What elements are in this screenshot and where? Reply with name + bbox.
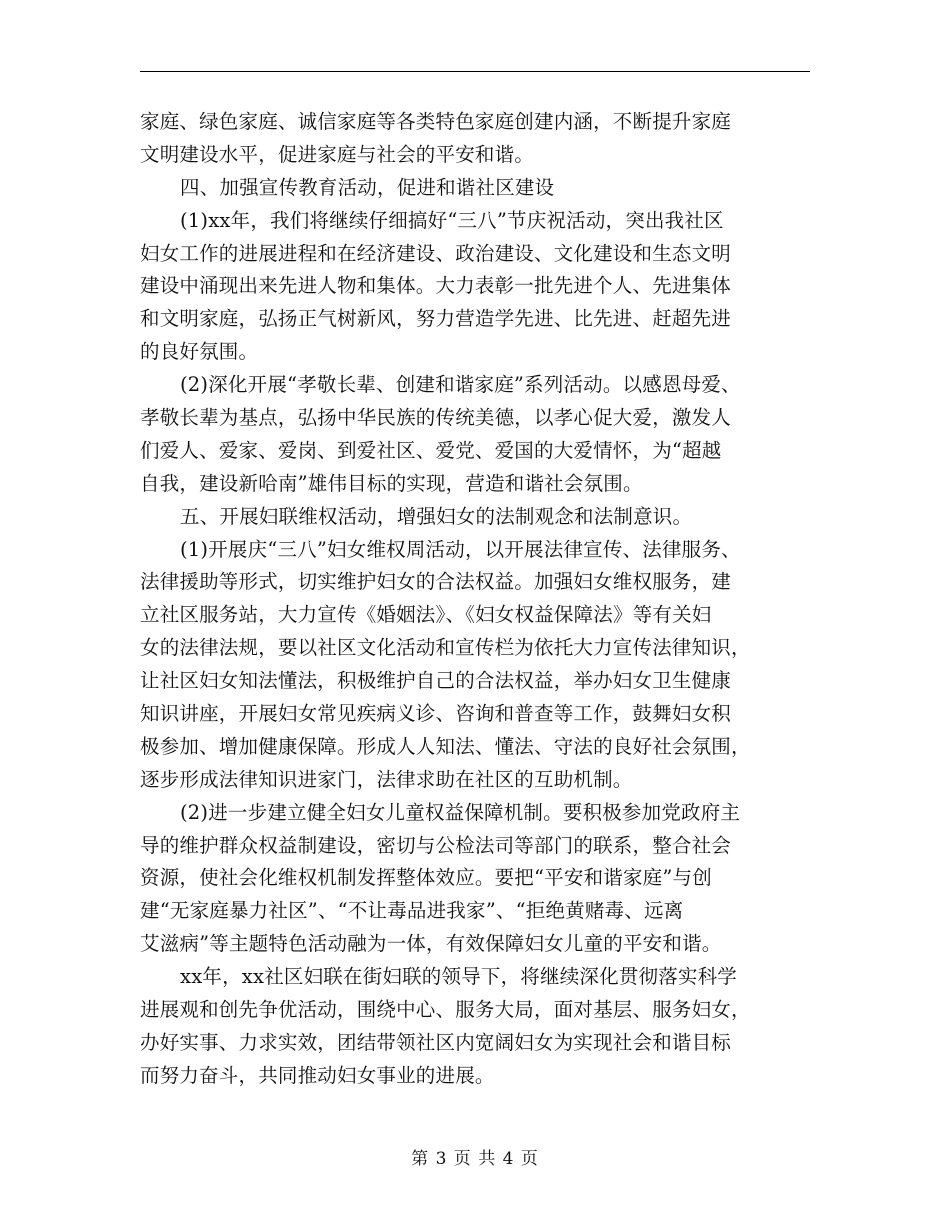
text-line: 逐步形成法律知识进家门，法律求助在社区的互助机制。 [140,767,633,791]
text-line: 家庭、绿色家庭、诚信家庭等各类特色家庭创建内涵，不断提升家庭 [140,110,732,133]
text-line: 让社区妇女知法懂法，积极维护自己的合法权益，举办妇女卫生健康 [140,669,732,693]
text-line: 建设中涌现出来先进人物和集体。大力表彰一批先进个人、先进集体 [140,274,732,298]
text-line: 进展观和创先争优活动，围绕中心、服务大局，面对基层、服务妇女， [140,998,751,1022]
text-line: 导的维护群众权益制建设，密切与公检法司等部门的联系，整合社会 [140,833,732,857]
text-line: 而努力奋斗，共同推动妇女事业的进展。 [140,1063,495,1087]
text-line: 办好实事、力求实效，团结带领社区内宽阔妇女为实现社会和谐目标 [140,1030,732,1054]
text-line: 立社区服务站，大力宣传《婚姻法》、《妇女权益保障法》等有关妇 [140,603,712,627]
text-line: 四、加强宣传教育活动，促进和谐社区建设 [180,175,555,199]
text-line: 极参加、增加健康保障。形成人人知法、懂法、守法的良好社会氛围， [140,734,751,758]
text-line: 五、开展妇联维权活动，增强妇女的法制观念和法制意识。 [180,504,693,528]
text-line: 法律援助等形式，切实维护妇女的合法权益。加强妇女维权服务，建 [140,570,732,594]
text-line: 女的法律法规，要以社区文化活动和宣传栏为依托大力宣传法律知识， [140,636,751,660]
text-line: 知识讲座，开展妇女常见疾病义诊、咨询和普查等工作，鼓舞妇女积 [140,702,732,726]
page-number-footer: 第 3 页 共 4 页 [411,1149,539,1169]
text-line: 们爱人、爱家、爱岗、到爱社区、爱党、爱国的大爱情怀，为“超越 [140,438,722,462]
text-line: 文明建设水平，促进家庭与社会的平安和谐。 [140,142,535,166]
document-body [140,106,820,1093]
text-line: (1)xx年，我们将继续仔细搞好“三八”节庆祝活动，突出我社区 [180,208,724,232]
text-line: 的良好氛围。 [140,340,259,364]
text-line: 艾滋病”等主题特色活动融为一体，有效保障妇女儿童的平安和谐。 [140,932,722,956]
text-line: 和文明家庭，弘扬正气树新风，努力营造学先进、比先进、赶超先进 [140,307,732,331]
text-line: 资源，使社会化维权机制发挥整体效应。要把“平安和谐家庭”与创 [140,866,712,890]
text-line: 妇女工作的进展进程和在经济建设、政治建设、文化建设和生态文明 [140,241,732,265]
text-line: 建“无家庭暴力社区”、“不让毒品进我家”、“拒绝黄赌毒、远离 [140,899,684,923]
header-rule [140,71,810,72]
text-line: 孝敬长辈为基点，弘扬中华民族的传统美德，以孝心促大爱，激发人 [140,406,732,430]
text-line: (2)进一步建立健全妇女儿童权益保障机制。要积极参加党政府主 [180,800,741,824]
text-line: 自我，建设新哈南”雄伟目标的实现，营造和谐社会氛围。 [140,471,643,495]
text-line: xx年，xx社区妇联在街妇联的领导下，将继续深化贯彻落实科学 [180,965,737,989]
text-line: (2)深化开展“孝敬长辈、创建和谐家庭”系列活动。以感恩母爱、 [180,373,741,397]
text-line: (1)开展庆“三八”妇女维权周活动，以开展法律宣传、法律服务、 [180,537,741,561]
